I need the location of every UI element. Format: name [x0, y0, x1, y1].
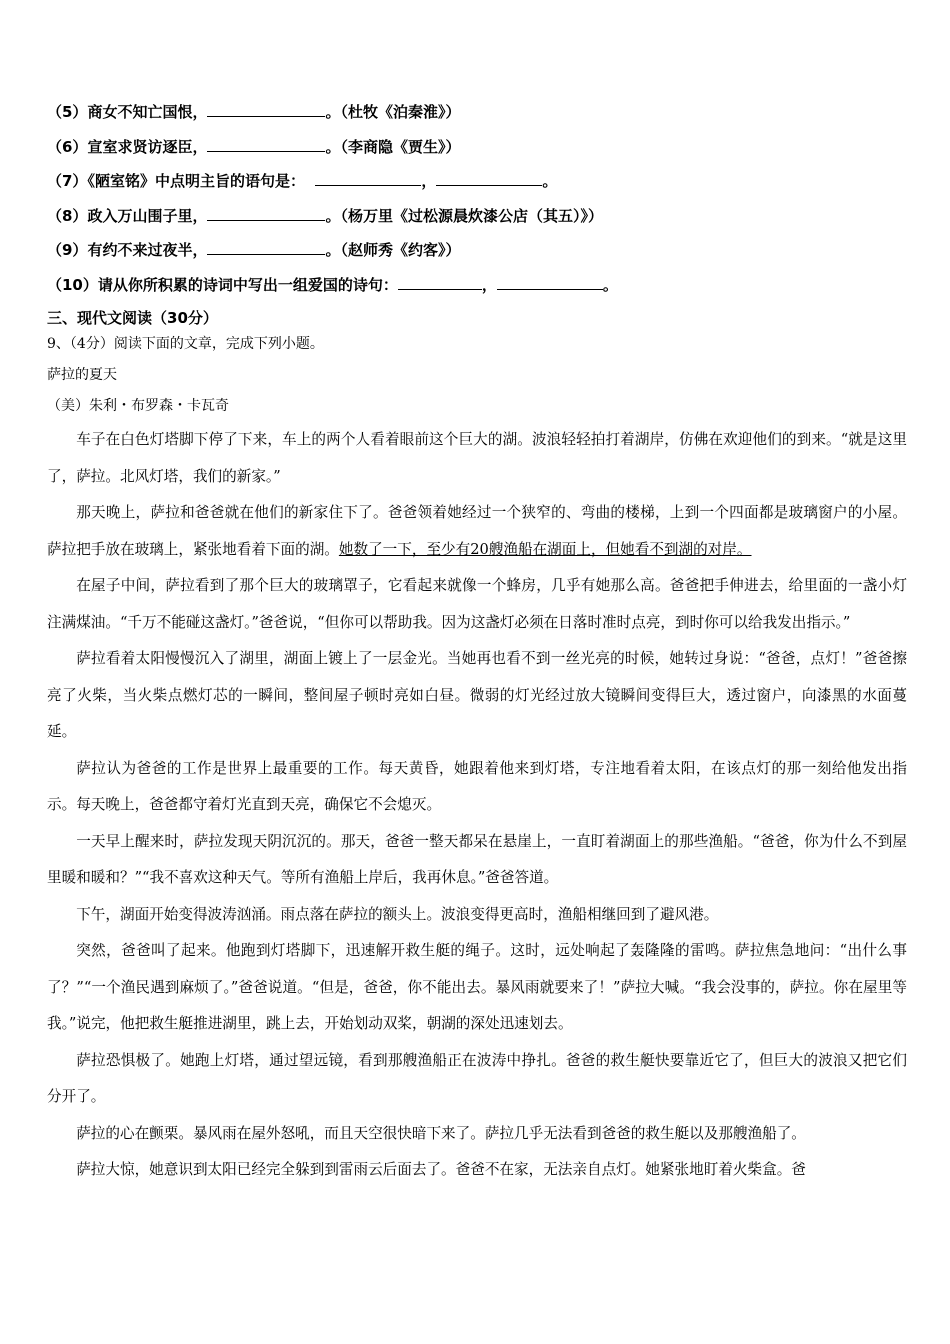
question-7: [47, 167, 907, 202]
question-number: （7）: [47, 172, 88, 190]
question-text: 请从你所积累的诗词中写出一组爱国的诗句：: [97, 275, 398, 294]
document-page: [47, 98, 907, 1189]
question-number: （9）: [47, 241, 88, 259]
answer-blank: [398, 273, 482, 290]
question-5: [47, 98, 907, 133]
article-paragraph-10: 萨拉的心在颤栗。暴风雨在屋外怒吼，而且天空很快暗下来了。萨拉几乎无法看到爸爸的救生艇以及那艘渔船了。: [76, 1124, 806, 1142]
question-text: 《陋室铭》中点明主旨的语句是：: [87, 172, 305, 190]
question-number: （8）: [47, 206, 88, 225]
article-paragraph-8: 突然，爸爸叫了起来。他跑到灯塔脚下，迅速解开救生艇的绳子。这时，远处响起了轰隆隆的雷鸣。萨拉焦急地问：“出什么事了？”“一个渔民遇到麻烦了。”爸爸说道。“但是，爸爸，你不能出去。暴风雨就要来了！”萨拉大喊。“我会没事的，萨拉。你在屋里等我。”说完，他把救生艇推进湖里，跳上去，开始划动双桨，朝湖的深处迅速划去。: [47, 942, 907, 1032]
question-source: 。（杜牧《泊秦淮》）: [325, 103, 461, 121]
answer-blank: [207, 100, 325, 117]
question-10: [47, 271, 907, 306]
underlined-sentence: 她数了一下，至少有20艘渔船在湖面上，但她看不到湖的对岸。: [338, 540, 752, 558]
question-number: （5）: [47, 103, 88, 121]
question-number: （10）: [47, 275, 98, 294]
answer-blank: [207, 238, 325, 255]
question-source: 。（杨万里《过松源晨炊漆公店（其五）》）: [325, 206, 603, 225]
question-number: （6）: [47, 137, 88, 156]
question-source: 。（李商隐《贾生》）: [325, 137, 461, 156]
article-author: （美）朱利・布罗森・卡瓦奇: [47, 398, 229, 414]
section-heading: 三、现代文阅读（30分）: [47, 309, 218, 327]
answer-blank: [436, 169, 542, 186]
question-text: 有约不来过夜半，: [87, 241, 208, 259]
article-paragraph-11: 萨拉大惊，她意识到太阳已经完全躲到到雷雨云后面去了。爸爸不在家，无法亲自点灯。她紧张地盯着火柴盒。爸: [76, 1161, 806, 1178]
article-paragraph-3: 在屋子中间，萨拉看到了那个巨大的玻璃罩子，它看起来就像一个蜂房，几乎有她那么高。爸爸把手伸进去，给里面的一盏小灯注满煤油。“千万不能碰这盏灯。”爸爸说，“但你可以帮助我。因为这盏灯必须在日落时准时点亮，到时你可以给我发出指示。”: [47, 577, 907, 631]
question-text: 政入万山围子里，: [87, 206, 208, 225]
article-title: 萨拉的夏天: [47, 367, 117, 383]
question-source: 。（赵师秀《约客》）: [325, 241, 461, 259]
reading-instruction: 9、（4分）阅读下面的文章，完成下列小题。: [47, 336, 324, 352]
article-paragraph-1: 车子在白色灯塔脚下停了下来，车上的两个人看着眼前这个巨大的湖。波浪轻轻拍打着湖岸，仿佛在欢迎他们的到来。“就是这里了，萨拉。北风灯塔，我们的新家。”: [47, 431, 907, 485]
question-text: 商女不知亡国恨，: [87, 103, 208, 121]
question-text: 宣室求贤访逐臣，: [87, 137, 208, 156]
answer-blank: [207, 204, 325, 221]
question-8: [47, 202, 907, 237]
article-paragraph-5: 萨拉认为爸爸的工作是世界上最重要的工作。每天黄昏，她跟着他来到灯塔，专注地看着太阳，在该点灯的那一刻给他发出指示。每天晚上，爸爸都守着灯光直到天亮，确保它不会熄灭。: [47, 759, 907, 813]
article-paragraph-4: 萨拉看着太阳慢慢沉入了湖里，湖面上镀上了一层金光。当她再也看不到一丝光亮的时候，她转过身说：“爸爸，点灯！”爸爸擦亮了火柴，当火柴点燃灯芯的一瞬间，整间屋子顿时亮如白昼。微弱的灯光经过放大镜瞬间变得巨大，透过窗户，向漆黑的水面蔓延。: [47, 650, 907, 740]
answer-blank: [315, 169, 421, 186]
paragraph-text: 那天晚上，萨拉和爸爸就在他们的新家住下了。爸爸领着她经过一个狭窄的、弯曲的楼梯，上到一个四面都是玻璃窗户的小屋。萨拉把手放在玻璃上，紧张地看着下面的湖。: [47, 504, 907, 558]
question-9: [47, 236, 907, 271]
answer-blank: [207, 135, 325, 152]
question-end: 。: [602, 275, 618, 294]
question-separator: ，: [481, 275, 497, 294]
article-paragraph-2: [47, 495, 907, 568]
question-end: 。: [542, 172, 558, 190]
question-6: [47, 133, 907, 168]
article-paragraph-7: 下午，湖面开始变得波涛汹涌。雨点落在萨拉的额头上。波浪变得更高时，渔船相继回到了避风港。: [76, 905, 719, 923]
article-paragraph-9: 萨拉恐惧极了。她跑上灯塔，通过望远镜，看到那艘渔船正在波涛中挣扎。爸爸的救生艇快要靠近它了，但巨大的波浪又把它们分开了。: [47, 1051, 907, 1105]
question-separator: ，: [421, 172, 437, 190]
article-paragraph-6: 一天早上醒来时，萨拉发现天阴沉沉的。那天，爸爸一整天都呆在悬崖上，一直盯着湖面上的那些渔船。“爸爸，你为什么不到屋里暖和暖和？”“我不喜欢这种天气。等所有渔船上岸后，我再休息。”爸爸答道。: [47, 832, 907, 886]
answer-blank: [497, 273, 603, 290]
